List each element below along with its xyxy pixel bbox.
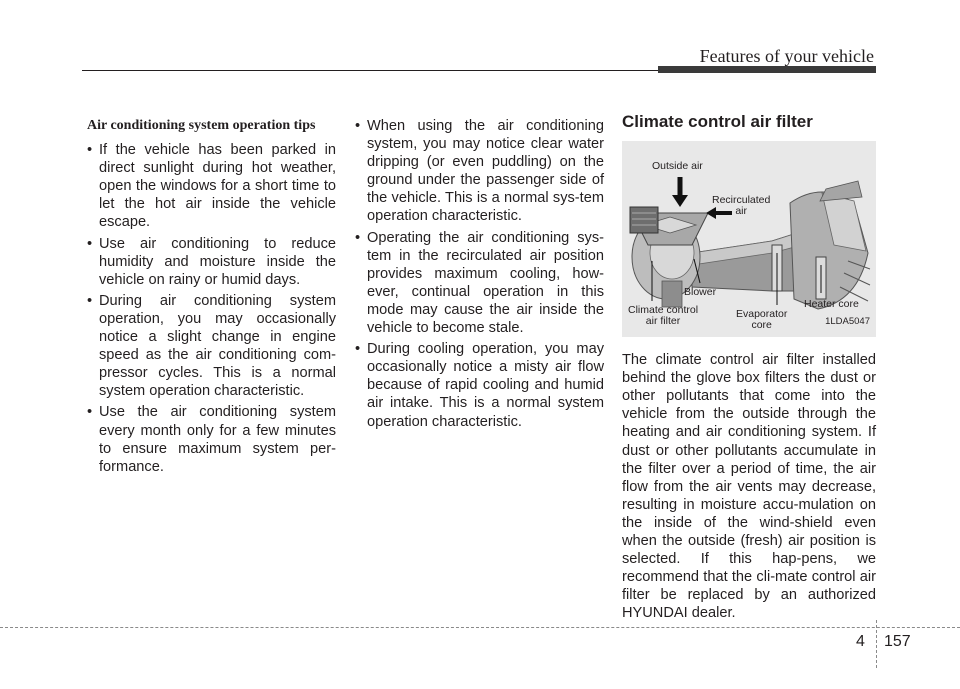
label-blower: Blower (684, 286, 717, 299)
header-rule-accent (658, 66, 876, 73)
list-item: • When using the air conditioning system, you may notice clear water dripping (or even puddling) on the ground under the passenger side of the vehicle. This is a normal sys-tem operation characteristic. (355, 118, 604, 225)
list-item: • During air conditioning system operation, you may occasionally notice a slight change in engine speed as the air conditioning com-pressor cycles. This is a normal system operation characteristic. (87, 292, 336, 400)
page-header-title: Features of your vehicle (699, 46, 874, 66)
label-evaporator-core: Evaporator core (736, 308, 788, 332)
header-rule (82, 70, 660, 71)
label-outside-air: Outside air (652, 160, 703, 173)
list-item: • If the vehicle has been parked in direct sunlight during hot weather, open the windows for a short time to let the hot air inside the vehicle escape. (87, 142, 336, 231)
label-air-filter: Climate control air filter (628, 304, 699, 328)
chapter-number: 4 (856, 633, 865, 650)
page-number: 157 (884, 633, 911, 650)
list-item: • During cooling operation, you may occasionally notice a misty air flow because of rapid cooling and humid air intake. This is a normal system operation characteristic. (355, 341, 604, 430)
list-item: • Operating the air conditioning sys-tem in the recirculated air position provides maximum cooling, how-ever, continual operation in this mode may cause the air inside the vehicle to become stale. (355, 229, 604, 337)
column-left (87, 117, 336, 479)
list-item: • Use the air conditioning system every month only for a few minutes to ensure maximum system per-formance. (87, 404, 336, 475)
column-middle (355, 117, 604, 434)
bullet-list (355, 117, 604, 431)
list-item: • Use air conditioning to reduce humidity and moisture inside the vehicle on rainy or humid days. (87, 235, 336, 288)
bullet-list (87, 141, 336, 476)
footer-rule (0, 627, 960, 628)
section-heading: Climate control air filter (622, 112, 813, 131)
section-subheading: Air conditioning system operation tips (87, 118, 316, 133)
footer-divider (876, 620, 877, 668)
label-recirculated-air: Recirculated air (712, 194, 771, 218)
label-heater-core: Heater core (804, 298, 859, 311)
column-right (622, 112, 876, 623)
air-filter-description: The climate control air filter installed behind the glove box filters the dust or other pollutants that come into the vehicle from the outside through the heating and air conditioning system. If dust or other pollutants accumulate in the filter over a period of time, the air flow from the air vents may decrease, resulting in moisture accu-mulation on the inside of the wind-shield even when the outside (fresh) air position is selected. If this hap-pens, we recommend that the cli-mate control air filter be replaced by an authorized HYUNDAI dealer. (622, 352, 876, 622)
air-filter-diagram (622, 141, 876, 337)
figure-code: 1LDA5047 (825, 316, 870, 327)
